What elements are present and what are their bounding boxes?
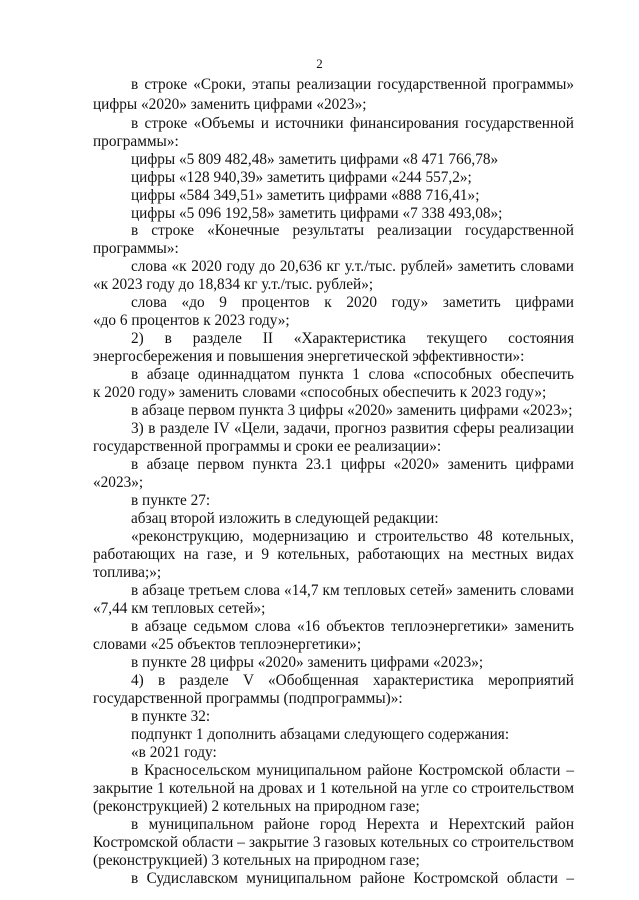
text-line: 3) в разделе IV «Цели, задачи, прогноз развития сферы реализации [131, 420, 574, 437]
text-line: в абзаце первом пункта 23.1 цифры «2020» заменить цифрами [131, 456, 574, 473]
text-line: словами «25 объектов теплоэнергетики»; [93, 636, 362, 653]
text-line: закрытие 1 котельной на дровах и 1 котельной на угле со строительством [93, 780, 574, 797]
text-line: цифры «584 349,51» заметить цифрами «888 716,41»; [131, 187, 480, 204]
text-line: государственной программы и сроки ее реализации»: [93, 438, 442, 455]
text-line: слова «к 2020 году до 20,636 кг у.т./тыс. рублей» заметить словами [131, 258, 574, 275]
text-line: в пункте 27: [131, 492, 211, 509]
text-line: «2023»; [93, 474, 144, 491]
text-line: в пункте 32: [131, 708, 211, 725]
text-line: энергосбережения и повышения энергетической эффективности»: [93, 348, 525, 365]
text-line: 4) в разделе V «Обобщенная характеристика мероприятий [131, 672, 574, 689]
text-line: к 2020 году» заменить словами «способных обеспечить к 2023 году»; [93, 384, 547, 401]
text-line: в Судиславском муниципальном районе Костромской области – [131, 870, 574, 887]
text-line: топлива;»; [93, 564, 162, 581]
text-line: 2) в разделе II «Характеристика текущего состояния [131, 330, 574, 347]
text-line: в абзаце одиннадцатом пункта 1 слова «способных обеспечить [131, 366, 574, 383]
text-line: в абзаце третьем слова «14,7 км тепловых сетей» заменить словами [131, 582, 574, 599]
text-line: программы»: [93, 133, 179, 150]
text-line: программы»: [93, 240, 179, 257]
text-line: «в 2021 году: [131, 744, 217, 761]
text-line: работающих на газе, и 9 котельных, работающих на местных видах [93, 546, 574, 563]
text-line: абзац второй изложить в следующей редакции: [131, 510, 439, 527]
text-line: «реконструкцию, модернизацию и строительство 48 котельных, [131, 528, 574, 545]
text-line: «к 2023 году до 18,834 кг у.т./тыс. рублей»; [93, 276, 374, 293]
text-line: в абзаце седьмом слова «16 объектов теплоэнергетики» заменить [131, 618, 574, 635]
text-line: подпункт 1 дополнить абзацами следующего содержания: [131, 726, 510, 743]
text-line: «7,44 км тепловых сетей»; [93, 600, 266, 617]
text-line: цифры «5 809 482,48» заметить цифрами «8 471 766,78» [131, 151, 499, 168]
text-line: в Красносельском муниципальном районе Костромской области – [131, 762, 574, 779]
text-line: в строке «Конечные результаты реализации государственной [131, 222, 574, 239]
text-line: слова «до 9 процентов к 2020 году» заметить цифрами [131, 294, 574, 311]
text-line: (реконструкцией) 2 котельных на природном газе; [93, 798, 420, 815]
text-line: в абзаце первом пункта 3 цифры «2020» заменить цифрами «2023»; [131, 402, 573, 419]
text-line: «до 6 процентов к 2023 году»; [93, 312, 290, 329]
text-line: государственной программы (подпрограммы)»: [93, 690, 403, 707]
text-line: в строке «Сроки, этапы реализации государственной программы» [131, 76, 574, 93]
text-line: цифры «2020» заменить цифрами «2023»; [93, 96, 367, 113]
text-line: в пункте 28 цифры «2020» заменить цифрами «2023»; [131, 654, 484, 671]
text-line: в строке «Объемы и источники финансирования государственной [131, 115, 574, 132]
text-line: Костромской области – закрытие 3 газовых котельных со строительством [93, 834, 574, 851]
text-line: (реконструкцией) 3 котельных на природном газе; [93, 852, 420, 869]
text-line: в муниципальном районе город Нерехта и Нерехтский район [131, 816, 574, 833]
text-line: цифры «5 096 192,58» заметить цифрами «7 338 493,08»; [131, 205, 503, 222]
text-line: цифры «128 940,39» заметить цифрами «244 557,2»; [131, 169, 472, 186]
page-number: 2 [316, 56, 323, 71]
